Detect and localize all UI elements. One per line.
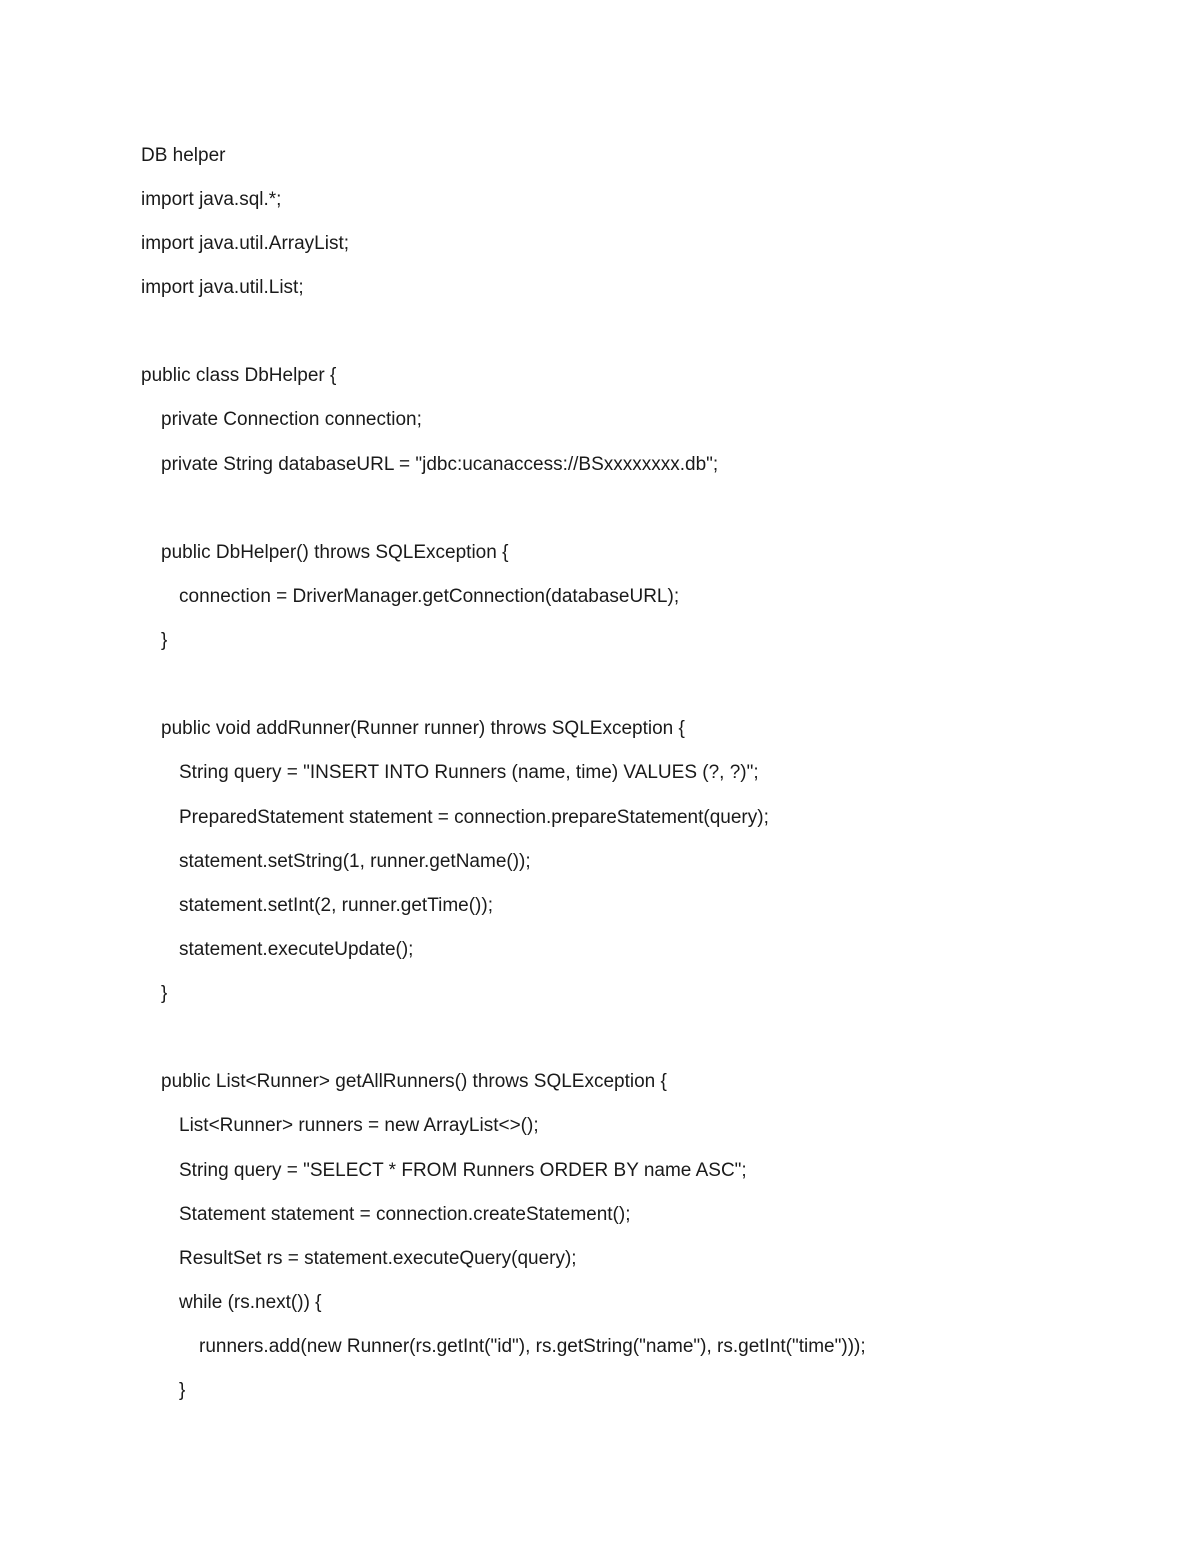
code-line-addrunner-query: String query = "INSERT INTO Runners (name, time) VALUES (?, ?)"; bbox=[179, 762, 759, 783]
code-line-field-connection: private Connection connection; bbox=[161, 409, 422, 430]
code-line-constructor-close: } bbox=[161, 630, 168, 651]
code-line-addrunner-execute: statement.executeUpdate(); bbox=[179, 939, 414, 960]
code-line-getallrunners-list: List<Runner> runners = new ArrayList<>(); bbox=[179, 1115, 539, 1136]
code-line-class-declaration: public class DbHelper { bbox=[141, 365, 337, 386]
code-line-addrunner-prepare: PreparedStatement statement = connection.prepareStatement(query); bbox=[179, 807, 769, 828]
code-line-import-sql: import java.sql.*; bbox=[141, 189, 282, 210]
code-line-constructor-body: connection = DriverManager.getConnection(databaseURL); bbox=[179, 586, 680, 607]
code-line-getallrunners-resultset: ResultSet rs = statement.executeQuery(query); bbox=[179, 1248, 577, 1269]
code-line-getallrunners-query: String query = "SELECT * FROM Runners ORDER BY name ASC"; bbox=[179, 1160, 747, 1181]
code-line-addrunner-declaration: public void addRunner(Runner runner) throws SQLException { bbox=[161, 718, 685, 739]
code-line-addrunner-close: } bbox=[161, 983, 168, 1004]
code-line-getallrunners-declaration: public List<Runner> getAllRunners() throws SQLException { bbox=[161, 1071, 667, 1092]
code-line-addrunner-setint: statement.setInt(2, runner.getTime()); bbox=[179, 895, 493, 916]
code-line-getallrunners-while: while (rs.next()) { bbox=[179, 1292, 322, 1313]
document-title: DB helper bbox=[141, 145, 226, 166]
code-line-constructor-declaration: public DbHelper() throws SQLException { bbox=[161, 542, 509, 563]
code-line-getallrunners-while-close: } bbox=[179, 1380, 186, 1401]
code-line-import-arraylist: import java.util.ArrayList; bbox=[141, 233, 350, 254]
code-line-getallrunners-add: runners.add(new Runner(rs.getInt("id"), rs.getString("name"), rs.getInt("time"))); bbox=[199, 1336, 866, 1357]
code-line-import-list: import java.util.List; bbox=[141, 277, 304, 298]
code-line-addrunner-setstring: statement.setString(1, runner.getName()); bbox=[179, 851, 531, 872]
code-line-field-url: private String databaseURL = "jdbc:ucanaccess://BSxxxxxxxx.db"; bbox=[161, 454, 719, 475]
code-line-getallrunners-statement: Statement statement = connection.createStatement(); bbox=[179, 1204, 631, 1225]
